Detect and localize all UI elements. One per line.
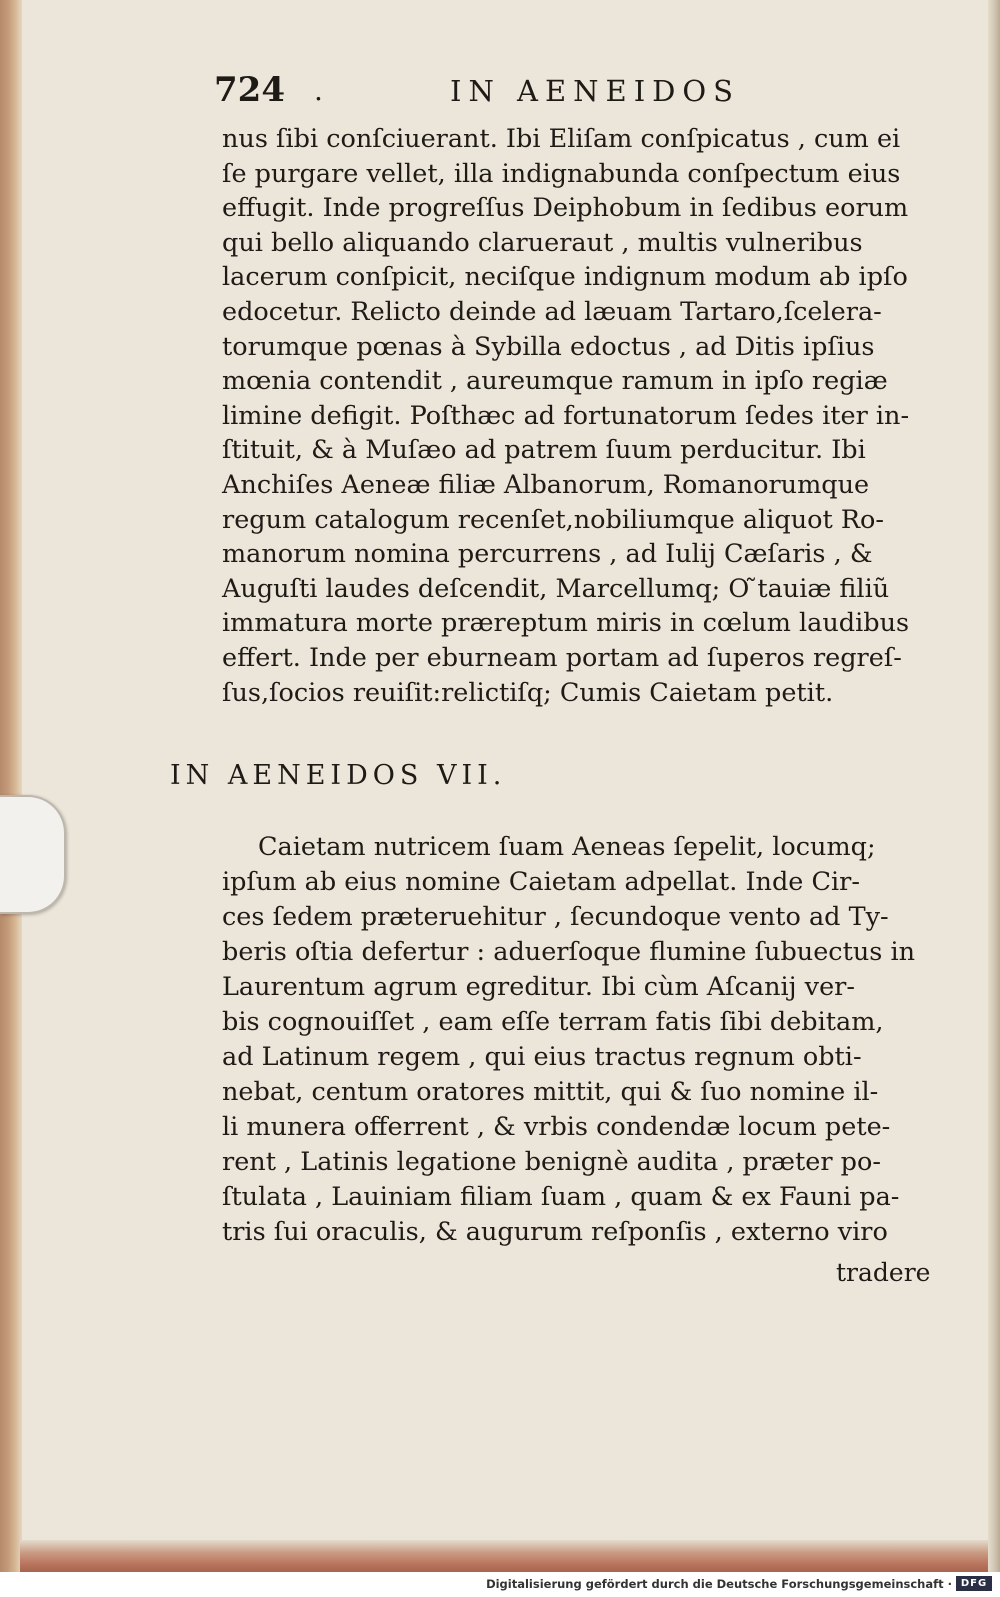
text-line: li munera offerrent , & vrbis condendæ locum pete- xyxy=(222,1112,891,1142)
text-line: rent , Latinis legatione benignè audita , præter po- xyxy=(222,1147,881,1177)
text-line: qui bello aliquando clarueraut , multis vulneribus xyxy=(222,227,863,258)
digitization-credit: Digitalisierung gefördert durch die Deutsche Forschungsgemeinschaft · xyxy=(486,1577,952,1591)
text-line: nus ſibi conſciuerant. Ibi Eliſam conſpicatus , cum ei xyxy=(222,124,901,154)
dfg-logo: DFG xyxy=(956,1576,992,1591)
text-line: torumque pœnas à Sybilla edoctus , ad Ditis ipſius xyxy=(222,331,875,362)
footer-bar xyxy=(0,1572,1000,1597)
text-line: limine defigit. Poſthæc ad fortunatorum ſedes iter in- xyxy=(222,400,910,431)
running-head xyxy=(214,70,974,110)
text-line: lacerum conſpicit, neciſque indignum modum ab ipſo xyxy=(222,262,908,293)
text-line: ſtulata , Lauiniam filiam ſuam , quam & ex Fauni pa- xyxy=(222,1182,900,1212)
text-line: Caietam nutricem ſuam Aeneas ſepelit, locumq; xyxy=(258,832,876,862)
text-line: Anchiſes Aeneæ filiæ Albanorum, Romanorumque xyxy=(222,470,870,500)
text-line: edocetur. Relicto deinde ad læuam Tartaro,ſcelera- xyxy=(222,297,882,327)
bookmark-tab xyxy=(0,795,66,914)
text-line: effert. Inde per eburneam portam ad ſuperos regreſ- xyxy=(222,643,902,673)
text-line: beris oſtia defertur : aduerſoque flumine ſubuectus in xyxy=(222,937,916,967)
text-line: Auguſti laudes deſcendit, Marcellumq; O ̃tauiæ filiũ xyxy=(222,573,890,604)
text-line: effugit. Inde progreſſus Deiphobum in ſedibus eorum xyxy=(222,193,909,224)
text-line: nebat, centum oratores mittit, qui & ſuo nomine il- xyxy=(222,1077,879,1107)
text-line: ſe purgare vellet, illa indignabunda conſpectum eius xyxy=(222,158,901,189)
book-page-stack-left xyxy=(0,0,22,1572)
text-line: bis cognouiſſet , eam eſſe terram fatis ſibi debitam, xyxy=(222,1007,884,1037)
text-line: tris ſui oraculis, & augurum reſponſis , externo viro xyxy=(222,1217,888,1247)
text-line: ſus,ſocios reuiſit:relictiſq; Cumis Caietam petit. xyxy=(222,677,834,708)
text-line: regum catalogum recenſet,nobiliumque aliquot Ro- xyxy=(222,504,884,535)
catchword: tradere xyxy=(836,1258,931,1287)
text-line: ſtituit, & à Muſæo ad patrem ſuum perducitur. Ibi xyxy=(222,435,866,466)
page-number: 724 xyxy=(214,70,285,110)
text-line: ipſum ab eius nomine Caietam adpellat. Inde Cir- xyxy=(222,867,860,897)
running-title: IN AENEIDOS xyxy=(450,74,741,108)
book-page-stack-right xyxy=(988,0,1000,1572)
text-line: immatura morte præreptum miris in cœlum laudibus xyxy=(222,608,910,639)
text-line: ces ſedem præteruehitur , ſecundoque vento ad Ty- xyxy=(222,902,889,932)
text-line: Laurentum agrum egreditur. Ibi cùm Aſcanij ver- xyxy=(222,972,855,1002)
running-head-separator: . xyxy=(314,74,323,107)
text-line: manorum nomina percurrens , ad Iulij Cæſaris , & xyxy=(222,539,873,570)
book-page-edge-bottom xyxy=(20,1540,988,1572)
text-line: ad Latinum regem , qui eius tractus regnum obti- xyxy=(222,1042,862,1072)
text-line: mœnia contendit , aureumque ramum in ipſo regiæ xyxy=(222,366,888,397)
section-heading: IN AENEIDOS VII. xyxy=(170,760,507,791)
